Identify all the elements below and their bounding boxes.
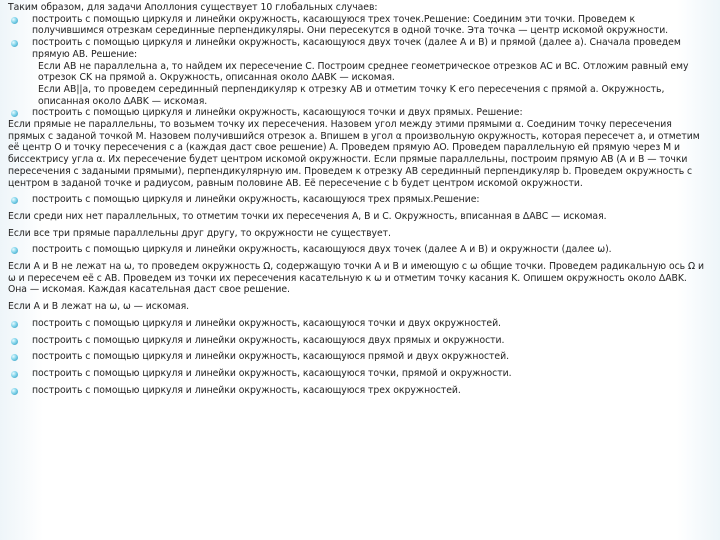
bullet-case-5: построить с помощью циркуля и линейки окружность, касающуюся двух точек (далее A и B) и окружности (далее ω). — [8, 244, 710, 256]
bullet-case-2: построить с помощью циркуля и линейки окружность, касающуюся двух точек (далее A и B) и прямой (далее a). Сначала проведем прямую AB. Решение: — [8, 37, 710, 60]
case-4-subcase-1: Если среди них нет параллельных, то отметим точки их пересечения A, B и C. Окружность, вписанная в ΔABC — искомая. — [8, 210, 607, 222]
slide-body — [8, 2, 710, 396]
case-2-subcase-2: Если AB||a, то проведем серединный перпендикуляр к отрезку AB и отметим точку K его пересечения с прямой a. Окружность, описанная около ΔABK — искомая. — [38, 83, 665, 107]
case-5-subcase-2: Если A и B лежат на ω, ω — искомая. — [8, 301, 190, 313]
case-5-subcase-1: Если A и B не лежат на ω, то проведем окружность Ω, содержащую точки A и B и имеющую с ω общие точки. Проведем радикальную ось Ω и ω и пересечем её с AB. Проведем из точки их пересечения касательную к ω и отметим точку касания K. Опишем окружность около ΔABK. Она — искомая. Каждая касательная даст свое решение. — [8, 261, 704, 296]
case-4-subcase-2: Если все три прямые параллельны друг другу, то окружности не существует. — [8, 227, 391, 239]
bullet-case-9: построить с помощью циркуля и линейки окружность, касающуюся точки, прямой и окружности. — [8, 368, 710, 380]
intro-line: Таким образом, для задачи Аполлония существует 10 глобальных случаев: — [8, 2, 378, 13]
bullet-case-3: построить с помощью циркуля и линейки окружность, касающуюся точки и двух прямых. Решение: — [8, 107, 710, 119]
bullet-case-10: построить с помощью циркуля и линейки окружность, касающуюся трех окружностей. — [8, 385, 710, 397]
case-3-solution: Если прямые не параллельны, то возьмем точку их пересечения. Назовем угол между этими прямыми α. Соединим точку пересечения прямых с заданой точкой M. Назовем получившийся отрезок a. Впишем в угол α произвольную окружность, которая пересечет a, и отметим её центр O и точку пересечения с a (каждая даст свое решение) A. Проведем прямую AO. Проведем параллельную ей прямую через M и биссектрису угла α. Их пересечение будет центром искомой окружности. Если прямые параллельны, построим прямую AB (A и B — точки пересечения с задаными прямыми), перпендикулярную им. Проведем к отрезку AB серединный перпендикуляр b. Проведем окружность с центром в заданой точке и радиусом, равным половине AB. Её пересечение с b будет центром искомой окружности. — [8, 119, 700, 189]
bullet-case-8: построить с помощью циркуля и линейки окружность, касающуюся прямой и двух окружностей. — [8, 351, 710, 363]
bullet-case-7: построить с помощью циркуля и линейки окружность, касающуюся двух прямых и окружности. — [8, 335, 710, 347]
case-2-subcase-1: Если AB не параллельна a, то найдем их пересечение C. Построим среднее геометрическое отрезков AC и BC. Отложим равный ему отрезок CK на прямой a. Окружность, описанная около ΔABK — искомая. — [38, 60, 689, 84]
bullet-case-6: построить с помощью циркуля и линейки окружность, касающуюся точки и двух окружностей. — [8, 318, 710, 330]
bullet-case-4: построить с помощью циркуля и линейки окружность, касающуюся трех прямых.Решение: — [8, 194, 710, 206]
bullet-case-1: построить с помощью циркуля и линейки окружность, касающуюся трех точек.Решение: Соединим эти точки. Проведем к получившимся отрезкам серединные перпендикуляры. Они пересекутся в одной точке. Эта точка — центр искомой окружности. — [8, 14, 710, 37]
